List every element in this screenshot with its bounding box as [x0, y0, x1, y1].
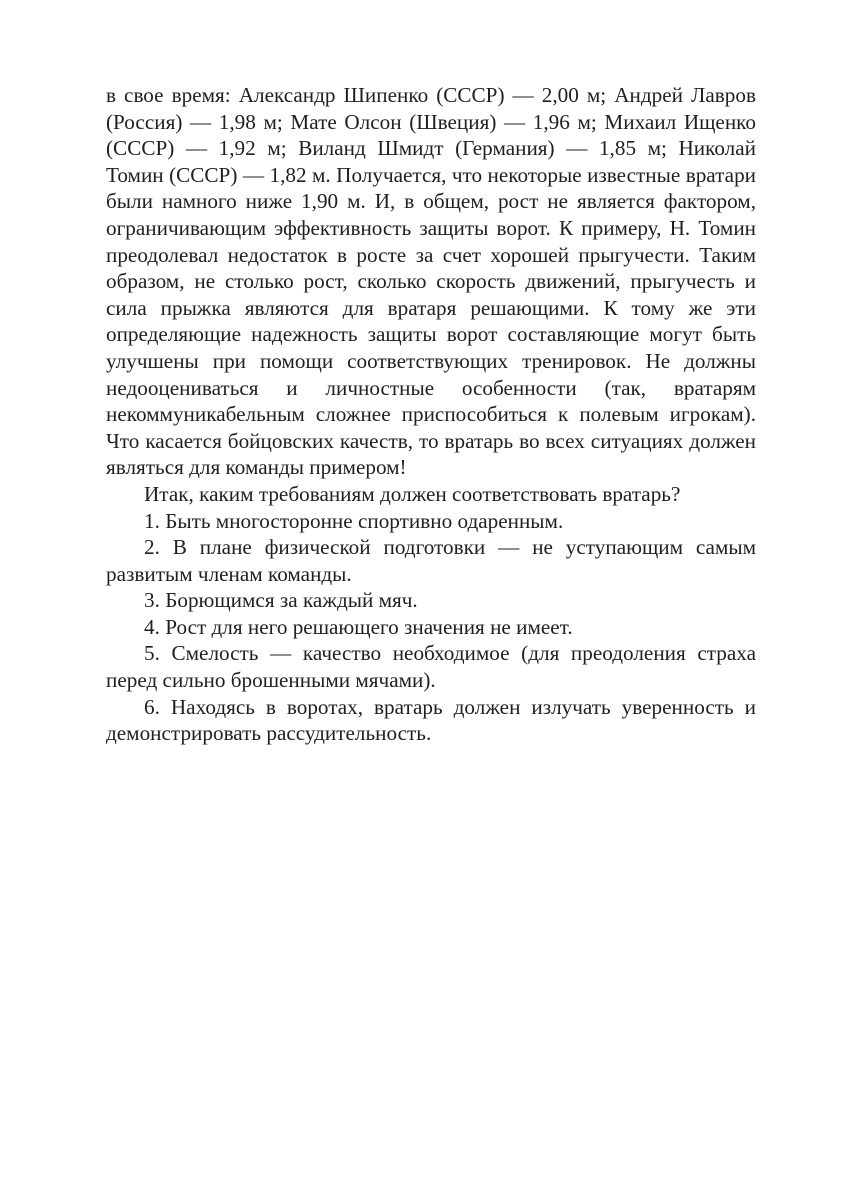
list-item-3: 3. Борющимся за каждый мяч. — [144, 588, 418, 613]
page-body — [106, 82, 756, 747]
list-item-1: 1. Быть многосторонне спортивно одаренным. — [144, 508, 564, 533]
paragraph-requirements-question: Итак, каким требованиям должен соответствовать вратарь? — [144, 481, 681, 506]
paragraph-goalkeeper-heights: в свое время: Александр Шипенко (СССР) — 2,00 м; Андрей Лавров (Россия) — 1,98 м; Мате Олсон (Швеция) — 1,96 м; Михаил Ищенко (СССР) — 1,92 м; Виланд Шмидт (Германия) — 1,85 м; Николай Томин (СССР) — 1,82 м. Получается, что некоторые известные вратари были намного ниже 1,90 м. И, в общем, рост не является фактором, ограничивающим эффективность защиты ворот. К примеру, Н. Томин преодолевал недостаток в росте за счет хорошей прыгучести. Таким образом, не столько рост, сколько скорость движений, прыгучесть и сила прыжка являются для вратаря решающими. К тому же эти определяющие надежность защиты ворот составляющие могут быть улучшены при помощи соответствующих тренировок. Не должны недооцениваться и личностные особенности (так, вратарям некоммуникабельным сложнее приспособиться к полевым игрокам). Что касается бойцовских качеств, то вратарь во всех ситуациях должен являться для команды примером! — [106, 83, 756, 480]
list-item-5: 5. Смелость — качество необходимое (для преодоления страха перед сильно брошенными мячами). — [106, 641, 756, 693]
list-item-6: 6. Находясь в воротах, вратарь должен излучать уверенность и демонстрировать рассудительность. — [106, 694, 756, 746]
list-item-4: 4. Рост для него решающего значения не имеет. — [144, 614, 573, 639]
list-item-2: 2. В плане физической подготовки — не уступающим самым развитым членам команды. — [106, 535, 756, 586]
